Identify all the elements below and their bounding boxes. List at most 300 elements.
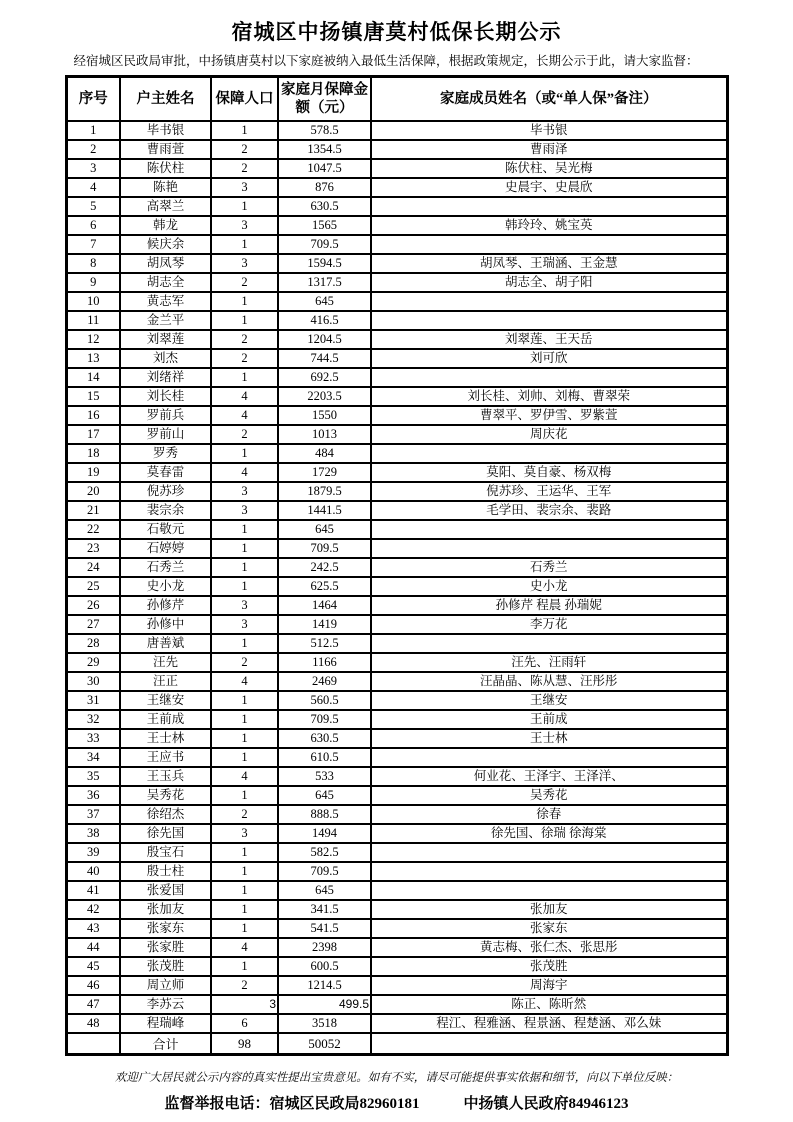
cell-pop: 2 — [211, 273, 278, 292]
cell-no: 22 — [66, 520, 120, 539]
cell-members — [371, 292, 727, 311]
cell-name: 陈艳 — [120, 178, 211, 197]
cell-no: 28 — [66, 634, 120, 653]
table-row — [66, 482, 727, 501]
table-row — [66, 311, 727, 330]
cell-pop: 2 — [211, 159, 278, 178]
cell-pop: 1 — [211, 862, 278, 881]
cell-no: 39 — [66, 843, 120, 862]
cell-members: 曹翠平、罗伊雪、罗紫萱 — [371, 406, 727, 425]
table-row — [66, 1014, 727, 1033]
cell-name: 徐先国 — [120, 824, 211, 843]
cell-amount: 2469 — [278, 672, 371, 691]
cell-amount: 1594.5 — [278, 254, 371, 273]
cell-pop: 1 — [211, 881, 278, 900]
cell-name: 罗前兵 — [120, 406, 211, 425]
cell-amount: 876 — [278, 178, 371, 197]
cell-pop: 2 — [211, 976, 278, 995]
cell-amount: 1550 — [278, 406, 371, 425]
table-row — [66, 235, 727, 254]
header-monthly-amount: 家庭月保障金额（元） — [278, 77, 371, 122]
cell-no: 31 — [66, 691, 120, 710]
total-row — [66, 1033, 727, 1055]
cell-name: 高翠兰 — [120, 197, 211, 216]
cell-name: 胡志全 — [120, 273, 211, 292]
cell-name: 史小龙 — [120, 577, 211, 596]
cell-no: 3 — [66, 159, 120, 178]
cell-name: 刘翠莲 — [120, 330, 211, 349]
table-row — [66, 900, 727, 919]
cell-name: 刘杰 — [120, 349, 211, 368]
table-row — [66, 159, 727, 178]
cell-no: 46 — [66, 976, 120, 995]
cell-name: 程瑞峰 — [120, 1014, 211, 1033]
cell-amount: 2203.5 — [278, 387, 371, 406]
cell-amount: 1354.5 — [278, 140, 371, 159]
cell-name: 莫春雷 — [120, 463, 211, 482]
phone-label: 监督举报电话： — [164, 1096, 270, 1112]
cell-no: 35 — [66, 767, 120, 786]
cell-amount: 541.5 — [278, 919, 371, 938]
cell-pop: 4 — [211, 767, 278, 786]
cell-members — [371, 235, 727, 254]
cell-no: 40 — [66, 862, 120, 881]
cell-name: 张加友 — [120, 900, 211, 919]
page-title: 宿城区中扬镇唐莫村低保长期公示 — [231, 21, 562, 44]
cell-amount: 582.5 — [278, 843, 371, 862]
table-row — [66, 976, 727, 995]
cell-pop: 3 — [211, 178, 278, 197]
cell-amount: 744.5 — [278, 349, 371, 368]
cell-amount: 600.5 — [278, 957, 371, 976]
cell-name: 裴宗余 — [120, 501, 211, 520]
cell-amount: 1565 — [278, 216, 371, 235]
cell-pop: 1 — [211, 748, 278, 767]
table-row — [66, 786, 727, 805]
cell-pop: 1 — [211, 786, 278, 805]
cell-amount: 709.5 — [278, 539, 371, 558]
cell-members: 刘可欣 — [371, 349, 727, 368]
cell-name: 张家东 — [120, 919, 211, 938]
cell-members: 石秀兰 — [371, 558, 727, 577]
cell-name: 石敬元 — [120, 520, 211, 539]
cell-pop: 4 — [211, 463, 278, 482]
table-row — [66, 349, 727, 368]
cell-members — [371, 520, 727, 539]
table-row — [66, 216, 727, 235]
cell-pop: 2 — [211, 140, 278, 159]
cell-name: 陈伏柱 — [120, 159, 211, 178]
cell-no: 30 — [66, 672, 120, 691]
table-row — [66, 995, 727, 1014]
cell-members: 吴秀花 — [371, 786, 727, 805]
cell-no: 9 — [66, 273, 120, 292]
cell-amount: 625.5 — [278, 577, 371, 596]
cell-pop: 1 — [211, 520, 278, 539]
cell-pop: 1 — [211, 121, 278, 140]
cell-amount: 1494 — [278, 824, 371, 843]
table-row — [66, 121, 727, 140]
table-row — [66, 558, 727, 577]
cell-no: 6 — [66, 216, 120, 235]
cell-no: 20 — [66, 482, 120, 501]
cell-amount: 512.5 — [278, 634, 371, 653]
cell-pop: 1 — [211, 577, 278, 596]
cell-name: 王前成 — [120, 710, 211, 729]
cell-no: 37 — [66, 805, 120, 824]
cell-members: 刘长桂、刘帅、刘梅、曹翠荣 — [371, 387, 727, 406]
table-row — [66, 444, 727, 463]
cell-name: 张爱国 — [120, 881, 211, 900]
cell-members: 胡志全、胡子阳 — [371, 273, 727, 292]
cell-pop: 4 — [211, 938, 278, 957]
cell-no: 5 — [66, 197, 120, 216]
header-serial: 序号 — [66, 77, 120, 122]
cell-amount: 888.5 — [278, 805, 371, 824]
cell-pop: 3 — [211, 615, 278, 634]
table-row — [66, 330, 727, 349]
cell-name: 罗秀 — [120, 444, 211, 463]
cell-no: 13 — [66, 349, 120, 368]
cell-members: 张茂胜 — [371, 957, 727, 976]
cell-name: 王士林 — [120, 729, 211, 748]
header-row — [66, 77, 727, 122]
cell-pop: 1 — [211, 444, 278, 463]
cell-pop: 1 — [211, 957, 278, 976]
cell-members: 莫阳、莫自豪、杨双梅 — [371, 463, 727, 482]
cell-amount: 1204.5 — [278, 330, 371, 349]
table-row — [66, 862, 727, 881]
cell-no: 18 — [66, 444, 120, 463]
cell-members — [371, 444, 727, 463]
table-row — [66, 881, 727, 900]
cell-pop: 1 — [211, 900, 278, 919]
cell-amount: 645 — [278, 520, 371, 539]
cell-name: 殷士柱 — [120, 862, 211, 881]
table-row — [66, 748, 727, 767]
cell-no: 8 — [66, 254, 120, 273]
cell-no: 44 — [66, 938, 120, 957]
cell-members — [371, 197, 727, 216]
table-row — [66, 178, 727, 197]
cell-no: 23 — [66, 539, 120, 558]
table-row — [66, 577, 727, 596]
cell-pop: 3 — [211, 501, 278, 520]
cell-members: 徐春 — [371, 805, 727, 824]
cell-name: 王继安 — [120, 691, 211, 710]
cell-members: 李万花 — [371, 615, 727, 634]
table-row — [66, 596, 727, 615]
cell-name: 石婷婷 — [120, 539, 211, 558]
cell-amount: 1419 — [278, 615, 371, 634]
cell-no: 29 — [66, 653, 120, 672]
cell-name: 李苏云 — [120, 995, 211, 1014]
cell-members: 孙修芹 程晨 孙瑞妮 — [371, 596, 727, 615]
cell-pop: 1 — [211, 919, 278, 938]
table-row — [66, 140, 727, 159]
cell-members: 张加友 — [371, 900, 727, 919]
cell-members: 汪先、汪雨轩 — [371, 653, 727, 672]
cell-name: 唐善斌 — [120, 634, 211, 653]
cell-no: 4 — [66, 178, 120, 197]
cell-amount: 533 — [278, 767, 371, 786]
cell-amount: 1166 — [278, 653, 371, 672]
table-row — [66, 273, 727, 292]
cell-no: 21 — [66, 501, 120, 520]
cell-name: 张茂胜 — [120, 957, 211, 976]
cell-name: 刘长桂 — [120, 387, 211, 406]
cell-pop: 1 — [211, 710, 278, 729]
cell-no: 2 — [66, 140, 120, 159]
cell-no: 10 — [66, 292, 120, 311]
table-row — [66, 539, 727, 558]
cell-members — [371, 634, 727, 653]
cell-amount: 1729 — [278, 463, 371, 482]
cell-pop: 1 — [211, 558, 278, 577]
table-row — [66, 729, 727, 748]
cell-no: 45 — [66, 957, 120, 976]
cell-members: 陈伏柱、吴光梅 — [371, 159, 727, 178]
cell-no: 1 — [66, 121, 120, 140]
unit-town-government: 中扬镇人民政府84946123 — [463, 1096, 629, 1112]
cell-members: 黄志梅、张仁杰、张思彤 — [371, 938, 727, 957]
cell-name: 汪正 — [120, 672, 211, 691]
cell-members: 何业花、王泽宇、王泽洋、 — [371, 767, 727, 786]
table-row — [66, 919, 727, 938]
cell-members: 周海宇 — [371, 976, 727, 995]
cell-pop: 3 — [211, 254, 278, 273]
cell-amount: 1441.5 — [278, 501, 371, 520]
cell-amount: 630.5 — [278, 197, 371, 216]
cell-members — [371, 311, 727, 330]
cell-members: 陈正、陈昕然 — [371, 995, 727, 1014]
cell-amount: 1013 — [278, 425, 371, 444]
table-row — [66, 824, 727, 843]
cell-name: 汪先 — [120, 653, 211, 672]
table-body — [66, 121, 727, 1033]
table-row — [66, 805, 727, 824]
cell-pop: 1 — [211, 539, 278, 558]
cell-name: 孙修芹 — [120, 596, 211, 615]
total-population: 98 — [211, 1033, 278, 1055]
table-row — [66, 938, 727, 957]
cell-members: 毛学田、裴宗余、裴路 — [371, 501, 727, 520]
cell-members: 汪晶晶、陈从慧、汪彤彤 — [371, 672, 727, 691]
cell-pop: 3 — [211, 596, 278, 615]
cell-pop: 1 — [211, 843, 278, 862]
cell-members: 史晨宇、史晨欣 — [371, 178, 727, 197]
cell-amount: 1317.5 — [278, 273, 371, 292]
cell-no: 24 — [66, 558, 120, 577]
cell-pop: 4 — [211, 672, 278, 691]
cell-members: 王前成 — [371, 710, 727, 729]
cell-no: 25 — [66, 577, 120, 596]
cell-amount: 709.5 — [278, 235, 371, 254]
table-row — [66, 653, 727, 672]
table-row — [66, 520, 727, 539]
cell-no: 33 — [66, 729, 120, 748]
cell-pop: 3 — [211, 482, 278, 501]
cell-members: 胡凤琴、王瑞涵、王金慧 — [371, 254, 727, 273]
total-members-empty — [371, 1033, 727, 1055]
cell-members — [371, 843, 727, 862]
table-row — [66, 197, 727, 216]
header-householder-name: 户主姓名 — [120, 77, 211, 122]
cell-amount: 1879.5 — [278, 482, 371, 501]
cell-amount: 3518 — [278, 1014, 371, 1033]
cell-no: 12 — [66, 330, 120, 349]
cell-no: 27 — [66, 615, 120, 634]
cell-amount: 645 — [278, 292, 371, 311]
cell-name: 黄志军 — [120, 292, 211, 311]
cell-pop: 6 — [211, 1014, 278, 1033]
table-row — [66, 501, 727, 520]
cell-name: 吴秀花 — [120, 786, 211, 805]
cell-amount: 578.5 — [278, 121, 371, 140]
cell-members: 史小龙 — [371, 577, 727, 596]
cell-pop: 2 — [211, 653, 278, 672]
cell-pop: 1 — [211, 197, 278, 216]
cell-members: 王继安 — [371, 691, 727, 710]
cell-pop: 2 — [211, 805, 278, 824]
table-row — [66, 387, 727, 406]
cell-no: 11 — [66, 311, 120, 330]
cell-amount: 1464 — [278, 596, 371, 615]
cell-name: 金兰平 — [120, 311, 211, 330]
cell-amount: 2398 — [278, 938, 371, 957]
cell-name: 刘绪祥 — [120, 368, 211, 387]
table-row — [66, 691, 727, 710]
cell-no: 7 — [66, 235, 120, 254]
cell-no: 38 — [66, 824, 120, 843]
cell-name: 周立师 — [120, 976, 211, 995]
cell-pop: 4 — [211, 387, 278, 406]
cell-name: 石秀兰 — [120, 558, 211, 577]
cell-no: 14 — [66, 368, 120, 387]
cell-no: 15 — [66, 387, 120, 406]
table-row — [66, 672, 727, 691]
cell-members: 张家东 — [371, 919, 727, 938]
cell-pop: 4 — [211, 406, 278, 425]
cell-pop: 3 — [211, 995, 278, 1014]
cell-amount: 1214.5 — [278, 976, 371, 995]
cell-amount: 645 — [278, 786, 371, 805]
table-row — [66, 843, 727, 862]
cell-amount: 709.5 — [278, 862, 371, 881]
cell-name: 王应书 — [120, 748, 211, 767]
cell-no: 34 — [66, 748, 120, 767]
cell-amount: 341.5 — [278, 900, 371, 919]
table-row — [66, 406, 727, 425]
cell-amount: 630.5 — [278, 729, 371, 748]
cell-pop: 1 — [211, 368, 278, 387]
cell-name: 殷宝石 — [120, 843, 211, 862]
cell-no: 26 — [66, 596, 120, 615]
cell-no: 17 — [66, 425, 120, 444]
table-row — [66, 710, 727, 729]
cell-members — [371, 368, 727, 387]
cell-amount: 610.5 — [278, 748, 371, 767]
cell-no: 42 — [66, 900, 120, 919]
total-serial-empty — [66, 1033, 120, 1055]
cell-members — [371, 748, 727, 767]
cell-name: 王玉兵 — [120, 767, 211, 786]
table-row — [66, 634, 727, 653]
cell-amount: 1047.5 — [278, 159, 371, 178]
cell-name: 韩龙 — [120, 216, 211, 235]
cell-pop: 1 — [211, 729, 278, 748]
cell-amount: 484 — [278, 444, 371, 463]
cell-members — [371, 862, 727, 881]
cell-no: 41 — [66, 881, 120, 900]
cell-pop: 3 — [211, 824, 278, 843]
cell-name: 倪苏珍 — [120, 482, 211, 501]
cell-pop: 1 — [211, 292, 278, 311]
cell-pop: 1 — [211, 691, 278, 710]
cell-members: 程江、程雅涵、程景涵、程楚涵、邓么妹 — [371, 1014, 727, 1033]
table-row — [66, 615, 727, 634]
cell-amount: 416.5 — [278, 311, 371, 330]
cell-no: 16 — [66, 406, 120, 425]
cell-name: 曹雨萱 — [120, 140, 211, 159]
cell-members: 倪苏珍、王运华、王军 — [371, 482, 727, 501]
table-row — [66, 425, 727, 444]
feedback-note: 欢迎广大居民就公示内容的真实性提出宝贵意见。如有不实，请尽可能提供事实依据和细节，向以下单位反映： — [114, 1072, 679, 1084]
cell-amount: 692.5 — [278, 368, 371, 387]
cell-no: 19 — [66, 463, 120, 482]
table-row — [66, 292, 727, 311]
total-amount: 50052 — [278, 1033, 371, 1055]
cell-amount: 242.5 — [278, 558, 371, 577]
cell-name: 张家胜 — [120, 938, 211, 957]
cell-name: 孙修中 — [120, 615, 211, 634]
unit-district-civil-affairs: 宿城区民政局82960181 — [269, 1096, 420, 1112]
table-row — [66, 957, 727, 976]
cell-members: 王士林 — [371, 729, 727, 748]
cell-name: 胡凤琴 — [120, 254, 211, 273]
table-row — [66, 767, 727, 786]
header-covered-population: 保障人口 — [211, 77, 278, 122]
cell-name: 罗前山 — [120, 425, 211, 444]
cell-members: 毕书银 — [371, 121, 727, 140]
cell-name: 毕书银 — [120, 121, 211, 140]
cell-pop: 2 — [211, 330, 278, 349]
cell-pop: 2 — [211, 425, 278, 444]
intro-text: 经宿城区民政局审批，中扬镇唐莫村以下家庭被纳入最低生活保障，根据政策规定，长期公示于此，请大家监督： — [73, 54, 699, 68]
cell-members: 徐先国、徐瑞 徐海棠 — [371, 824, 727, 843]
cell-members: 韩玲玲、姚宝英 — [371, 216, 727, 235]
cell-name: 候庆余 — [120, 235, 211, 254]
cell-members — [371, 881, 727, 900]
cell-pop: 1 — [211, 634, 278, 653]
cell-pop: 1 — [211, 235, 278, 254]
cell-amount: 499.5 — [278, 995, 371, 1014]
table-row — [66, 463, 727, 482]
report-phones — [0, 1092, 793, 1113]
cell-no: 36 — [66, 786, 120, 805]
cell-no: 43 — [66, 919, 120, 938]
table-row — [66, 368, 727, 387]
cell-amount: 560.5 — [278, 691, 371, 710]
total-label: 合计 — [120, 1033, 211, 1055]
cell-amount: 645 — [278, 881, 371, 900]
cell-members: 刘翠莲、王天岳 — [371, 330, 727, 349]
cell-members: 周庆花 — [371, 425, 727, 444]
cell-members: 曹雨泽 — [371, 140, 727, 159]
cell-amount: 709.5 — [278, 710, 371, 729]
cell-members — [371, 539, 727, 558]
cell-no: 47 — [66, 995, 120, 1014]
